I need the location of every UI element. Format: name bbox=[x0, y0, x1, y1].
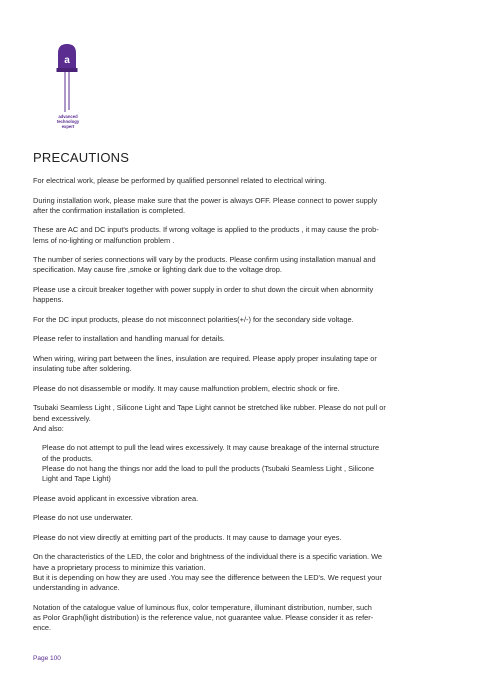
paragraph bbox=[33, 384, 413, 394]
logo-tagline-line: expert bbox=[61, 124, 75, 129]
paragraph bbox=[33, 315, 413, 325]
paragraph bbox=[33, 176, 413, 186]
paragraph-line: And also: bbox=[33, 423, 64, 433]
paragraph-line: understanding in advance. bbox=[33, 582, 120, 592]
paragraph-line: Please do not disassemble or modify. It may cause malfunction problem, electric shock or fire. bbox=[33, 383, 340, 393]
paragraph-line: These are AC and DC input's products. If wrong voltage is applied to the products , it may cause the prob- bbox=[33, 225, 379, 235]
logo-tagline bbox=[48, 114, 88, 129]
paragraph bbox=[33, 533, 413, 543]
paragraph-line: Please use a circuit breaker together with power supply in order to shut down the circuit when abnormity bbox=[33, 284, 374, 294]
logo-tagline-line: advanced bbox=[58, 114, 78, 119]
paragraph bbox=[33, 403, 413, 434]
paragraph-line: But it is depending on how they are used .You may see the difference between the LED's. We request your bbox=[33, 572, 382, 582]
paragraph bbox=[33, 285, 413, 305]
paragraph-line: Please do not use underwater. bbox=[33, 513, 133, 523]
paragraph-line: On the characteristics of the LED, the color and brightness of the individual there is a specific variation. We bbox=[33, 552, 383, 562]
paragraph bbox=[33, 603, 413, 634]
logo-letter: a bbox=[64, 55, 70, 66]
logo-tagline-line: technology bbox=[56, 119, 80, 124]
paragraph bbox=[33, 354, 413, 374]
page-number: Page 100 bbox=[33, 655, 61, 662]
paragraph-line: happens. bbox=[33, 295, 64, 305]
paragraph-line: Please avoid applicant in excessive vibration area. bbox=[33, 493, 199, 503]
indented-line: of the products. bbox=[42, 453, 93, 463]
paragraph bbox=[33, 513, 413, 523]
paragraph-line: bend excessively. bbox=[33, 413, 91, 423]
paragraph-line: after the confirmation installation is completed. bbox=[33, 205, 185, 215]
paragraph-line: Please refer to installation and handling manual for details. bbox=[33, 334, 225, 344]
indented-line: Please do not hang the things nor add the load to pull the products (Tsubaki Seamless Light , Silicone bbox=[42, 463, 374, 473]
paragraph-line: The number of series connections will vary by the products. Please confirm using installation manual and bbox=[33, 255, 376, 265]
paragraph-line: specification. May cause fire ,smoke or lighting dark due to the voltage drop. bbox=[33, 265, 282, 275]
paragraph-line: have a proprietary process to minimize this variation. bbox=[33, 562, 206, 572]
paragraph-line: During installation work, please make sure that the power is always OFF. Please connect to power supply bbox=[33, 195, 378, 205]
paragraph-line: Tsubaki Seamless Light , Silicone Light and Tape Light cannot be stretched like rubber. Please do not pull or bbox=[33, 403, 386, 413]
paragraph-line: insulating tube after soldering. bbox=[33, 364, 132, 374]
paragraph-line: For the DC input products, please do not misconnect polarities(+/-) for the secondary side voltage. bbox=[33, 314, 354, 324]
paragraph-line: When wiring, wiring part between the lines, insulation are required. Please apply proper insulating tape or bbox=[33, 353, 377, 363]
paragraph-group bbox=[33, 176, 413, 434]
indented-block bbox=[33, 443, 413, 484]
paragraph-line: as Polor Graph(light distribution) is the reference value, not guarantee value. Please consider it as refer- bbox=[33, 612, 374, 622]
paragraph-line: Please do not view directly at emitting part of the products. It may cause to damage your eyes. bbox=[33, 532, 342, 542]
paragraph-group bbox=[33, 494, 413, 634]
paragraph bbox=[33, 196, 413, 216]
paragraph-line: ence. bbox=[33, 622, 52, 632]
paragraph-line: Notation of the catalogue value of luminous flux, color temperature, illuminant distribution, number, such bbox=[33, 602, 372, 612]
paragraph-line: lems of no-lighting or malfunction problem . bbox=[33, 235, 175, 245]
paragraph bbox=[33, 494, 413, 504]
precautions-body bbox=[33, 176, 413, 643]
page-title: PRECAUTIONS bbox=[33, 150, 130, 165]
indented-line: Light and Tape Light) bbox=[42, 473, 111, 483]
indented-line: Please do not attempt to pull the lead wires excessively. It may cause breakage of the internal structure bbox=[42, 443, 380, 453]
paragraph-line: For electrical work, please be performed by qualified personnel related to electrical wiring. bbox=[33, 176, 327, 185]
paragraph bbox=[33, 334, 413, 344]
paragraph bbox=[33, 255, 413, 275]
paragraph bbox=[33, 552, 413, 593]
paragraph bbox=[33, 225, 413, 245]
